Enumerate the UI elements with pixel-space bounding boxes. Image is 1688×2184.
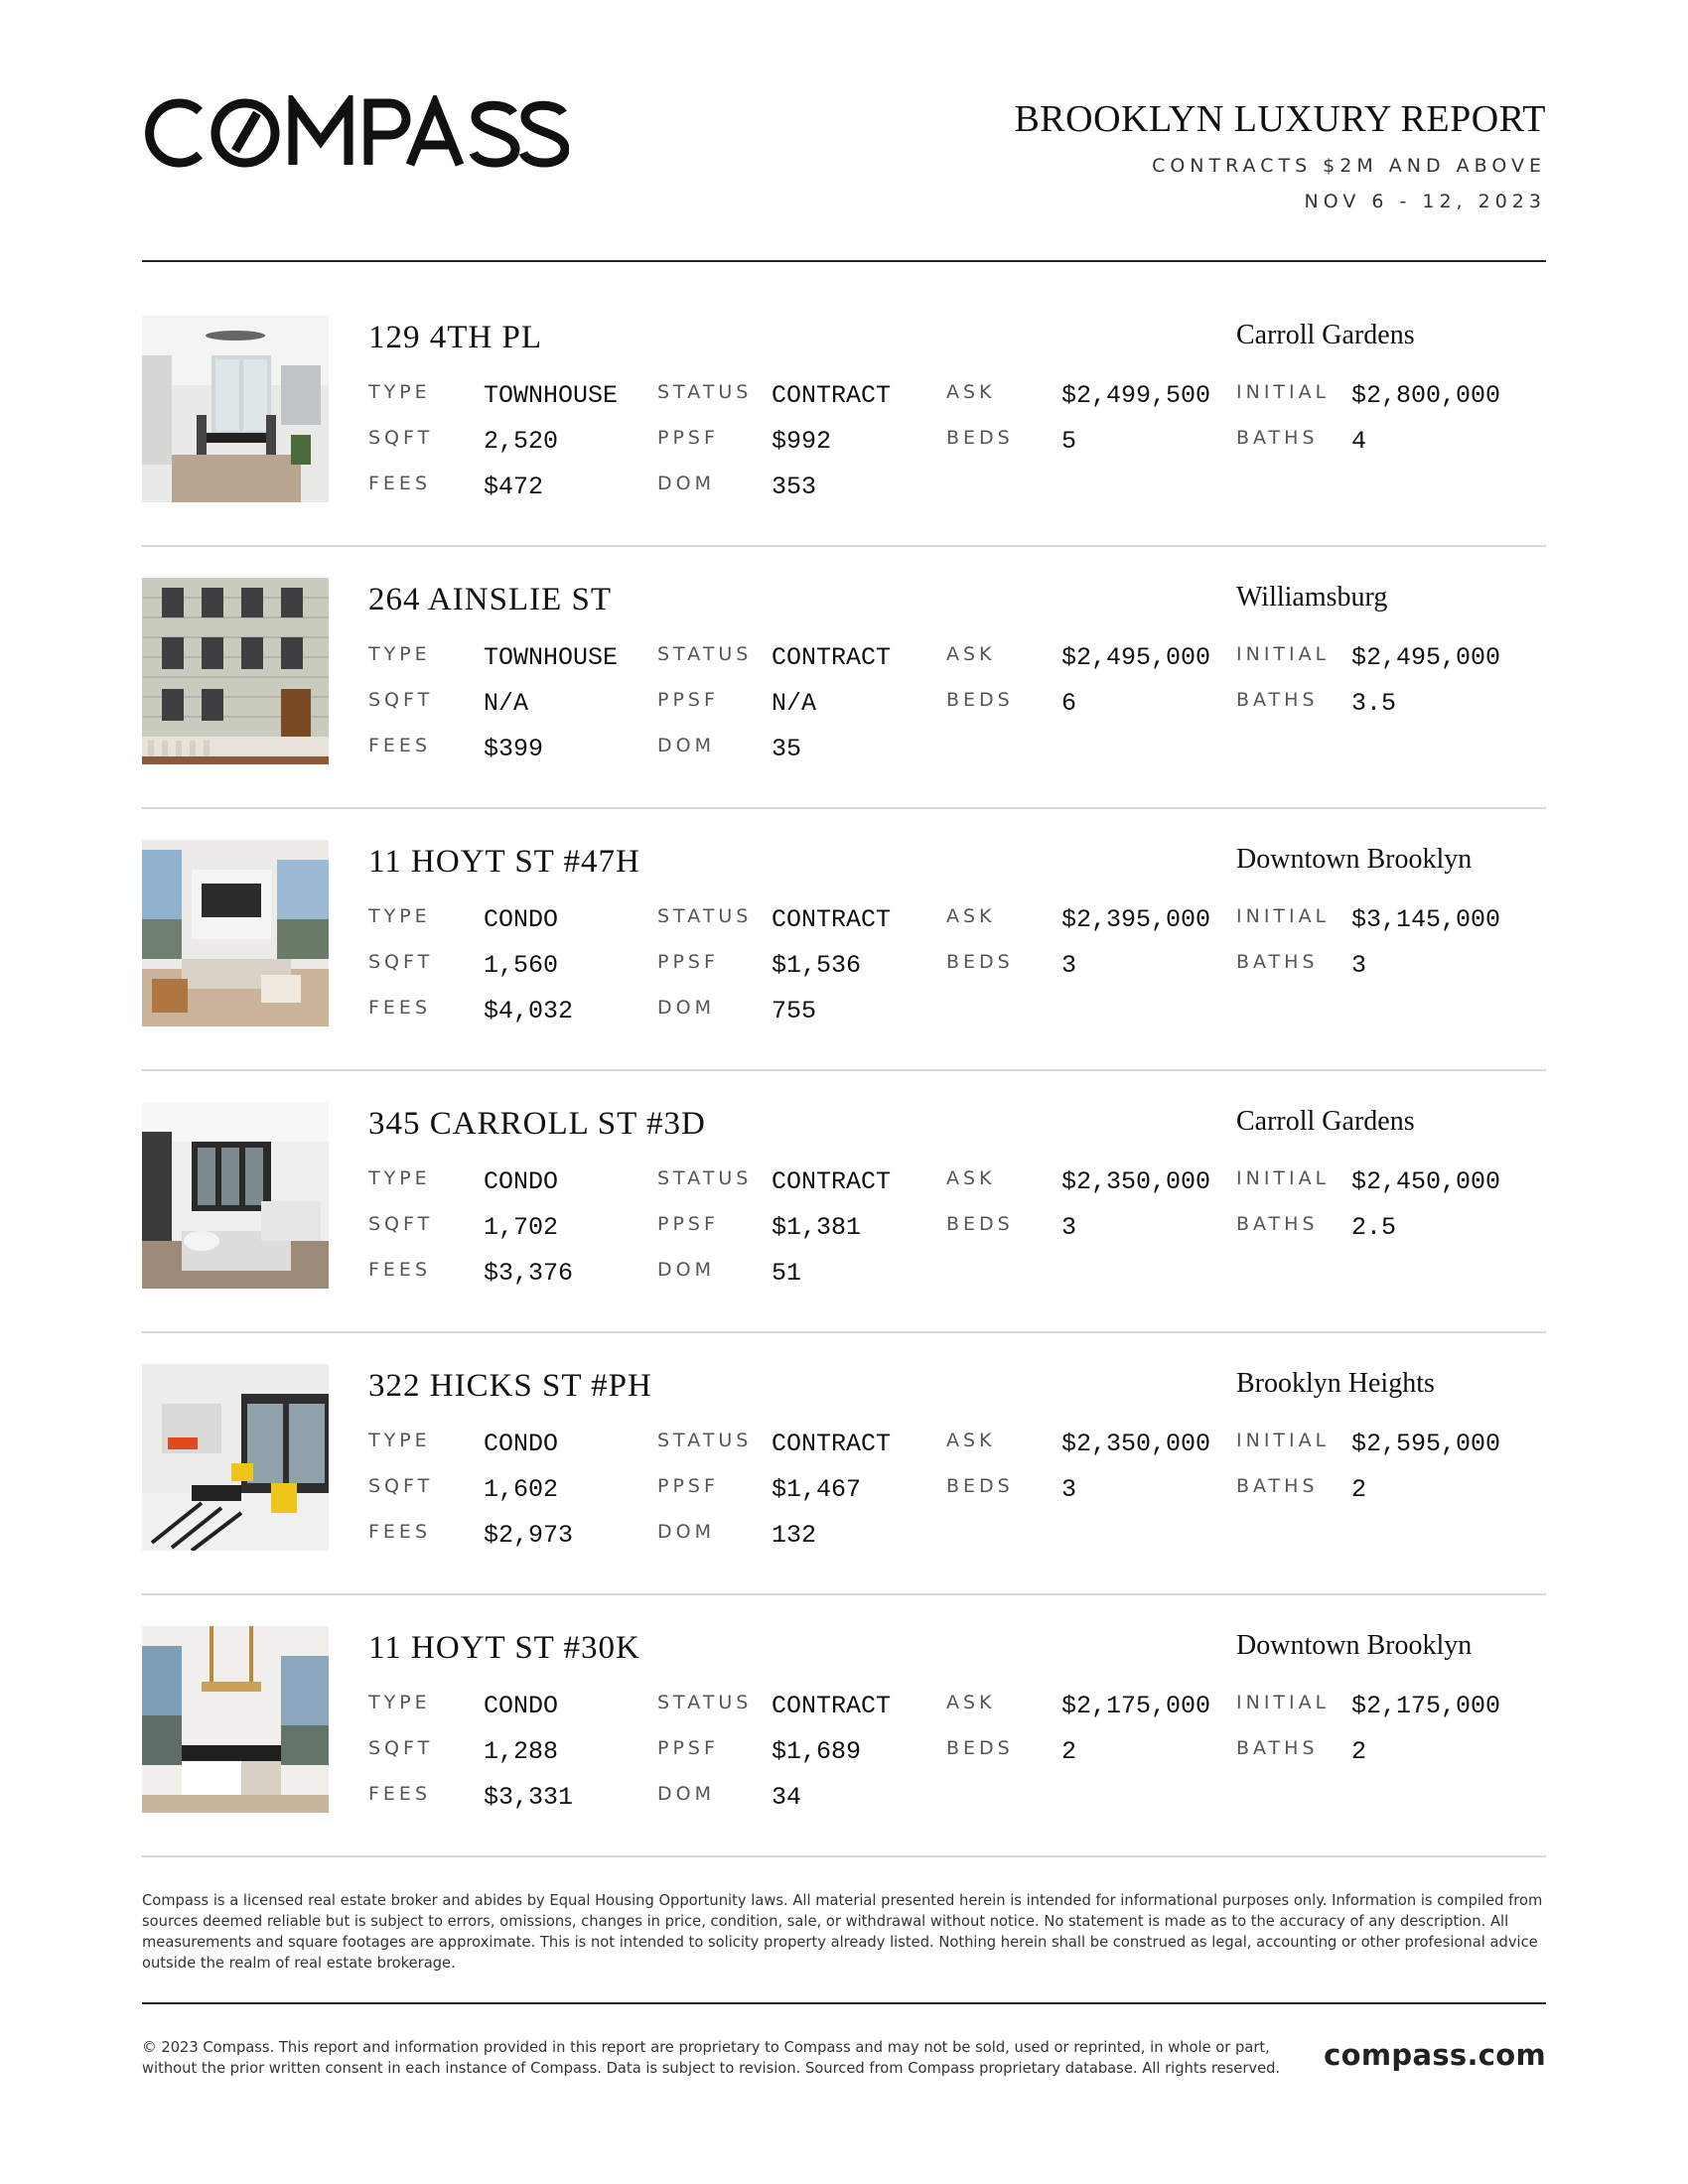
listing-address: 264 AINSLIE ST	[368, 582, 612, 617]
value-status: CONTRACT	[772, 1430, 892, 1458]
label-ask: ASK	[946, 643, 996, 665]
listing-photo-townhouse-facade	[142, 578, 329, 764]
value-initial: $2,495,000	[1351, 643, 1501, 672]
label-ask: ASK	[946, 1167, 996, 1189]
value-dom: 35	[772, 735, 802, 763]
label-type: TYPE	[368, 905, 431, 927]
value-ask: $2,350,000	[1061, 1430, 1211, 1458]
label-status: STATUS	[657, 381, 753, 403]
value-sqft: N/A	[484, 689, 529, 718]
value-initial: $2,595,000	[1351, 1430, 1501, 1458]
value-ppsf: N/A	[772, 689, 817, 718]
value-beds: 2	[1061, 1737, 1077, 1766]
label-initial: INITIAL	[1236, 905, 1331, 927]
listing-photo-living-room-view	[142, 840, 329, 1026]
value-sqft: 1,560	[484, 951, 559, 980]
value-ask: $2,499,500	[1061, 381, 1211, 410]
listing-neighborhood: Downtown Brooklyn	[1236, 1630, 1473, 1661]
value-dom: 755	[772, 997, 817, 1025]
label-fees: FEES	[368, 1521, 431, 1543]
listing-row	[142, 840, 1546, 1028]
label-initial: INITIAL	[1236, 1167, 1331, 1189]
label-dom: DOM	[657, 1783, 715, 1805]
value-status: CONTRACT	[772, 381, 892, 410]
header-divider	[142, 260, 1546, 262]
copyright-notice: © 2023 Compass. This report and information provided in this report are proprietary to Compass and may not be sold, used or reprinted, in whole or part, without the prior written consent in each instance of Compass. Data is subject to revision. Sourced from Compass proprietary database. All rights reserved.	[142, 2039, 1281, 2077]
value-ppsf: $1,381	[772, 1213, 862, 1242]
label-ppsf: PPSF	[657, 1213, 719, 1235]
value-fees: $3,376	[484, 1259, 574, 1288]
label-status: STATUS	[657, 905, 753, 927]
label-beds: BEDS	[946, 427, 1014, 449]
value-type: CONDO	[484, 1430, 559, 1458]
label-beds: BEDS	[946, 951, 1014, 973]
label-ask: ASK	[946, 1430, 996, 1451]
listing-neighborhood: Carroll Gardens	[1236, 1106, 1415, 1137]
label-ppsf: PPSF	[657, 689, 719, 711]
label-dom: DOM	[657, 1259, 715, 1281]
label-sqft: SQFT	[368, 951, 434, 973]
value-baths: 4	[1351, 427, 1367, 456]
label-status: STATUS	[657, 1692, 753, 1713]
label-baths: BATHS	[1236, 689, 1319, 711]
value-initial: $2,800,000	[1351, 381, 1501, 410]
label-baths: BATHS	[1236, 951, 1319, 973]
label-initial: INITIAL	[1236, 381, 1331, 403]
row-divider	[142, 545, 1546, 547]
value-baths: 3	[1351, 951, 1367, 980]
value-beds: 3	[1061, 951, 1077, 980]
value-beds: 3	[1061, 1213, 1077, 1242]
label-beds: BEDS	[946, 1475, 1014, 1497]
row-divider	[142, 1593, 1546, 1595]
label-sqft: SQFT	[368, 1213, 434, 1235]
value-type: CONDO	[484, 1692, 559, 1720]
listing-address: 129 4TH PL	[368, 320, 542, 355]
value-sqft: 1,602	[484, 1475, 559, 1504]
value-fees: $3,331	[484, 1783, 574, 1812]
value-beds: 5	[1061, 427, 1077, 456]
label-beds: BEDS	[946, 689, 1014, 711]
listing-row	[142, 578, 1546, 766]
value-ppsf: $1,467	[772, 1475, 862, 1504]
value-status: CONTRACT	[772, 1692, 892, 1720]
footer-divider	[142, 2002, 1546, 2004]
row-divider	[142, 807, 1546, 809]
label-fees: FEES	[368, 473, 431, 494]
label-sqft: SQFT	[368, 1475, 434, 1497]
label-baths: BATHS	[1236, 1475, 1319, 1497]
label-ask: ASK	[946, 905, 996, 927]
listing-photo-kitchen-view	[142, 1626, 329, 1813]
value-baths: 2.5	[1351, 1213, 1397, 1242]
value-ask: $2,395,000	[1061, 905, 1211, 934]
website-link[interactable]: compass.com	[1324, 2038, 1546, 2072]
label-dom: DOM	[657, 735, 715, 756]
value-initial: $3,145,000	[1351, 905, 1501, 934]
value-status: CONTRACT	[772, 905, 892, 934]
listing-row	[142, 1102, 1546, 1291]
label-sqft: SQFT	[368, 689, 434, 711]
value-type: TOWNHOUSE	[484, 381, 619, 410]
label-dom: DOM	[657, 473, 715, 494]
value-dom: 132	[772, 1521, 817, 1550]
value-initial: $2,450,000	[1351, 1167, 1501, 1196]
value-initial: $2,175,000	[1351, 1692, 1501, 1720]
report-title: BROOKLYN LUXURY REPORT	[1014, 98, 1546, 140]
report-date-range: NOV 6 - 12, 2023	[1304, 191, 1546, 212]
label-ppsf: PPSF	[657, 1475, 719, 1497]
value-beds: 6	[1061, 689, 1077, 718]
label-fees: FEES	[368, 735, 431, 756]
row-divider	[142, 1855, 1546, 1857]
value-ppsf: $1,689	[772, 1737, 862, 1766]
label-baths: BATHS	[1236, 427, 1319, 449]
value-fees: $4,032	[484, 997, 574, 1025]
compass-logo	[142, 95, 569, 171]
value-ppsf: $992	[772, 427, 832, 456]
label-fees: FEES	[368, 1783, 431, 1805]
label-sqft: SQFT	[368, 427, 434, 449]
label-dom: DOM	[657, 997, 715, 1019]
listing-address: 11 HOYT ST #30K	[368, 1630, 640, 1666]
label-fees: FEES	[368, 1259, 431, 1281]
legal-disclaimer: Compass is a licensed real estate broker and abides by Equal Housing Opportunity laws. All material presented herein is intended for informational purposes only. Information is compiled from sources deemed reliable but is subject to errors, omissions, changes in price, condition, sale, or withdrawal without notice. No statement is made as to the accuracy of any description. All measurements and square footages are approximate. This is not intended to solicity property already listed. Nothing herein shall be construed as legal, accounting or other profesional advice outside the realm of real estate brokerage.	[142, 1892, 1543, 1972]
label-ppsf: PPSF	[657, 427, 719, 449]
listing-address: 345 CARROLL ST #3D	[368, 1106, 706, 1142]
row-divider	[142, 1331, 1546, 1333]
row-divider	[142, 1069, 1546, 1071]
value-type: TOWNHOUSE	[484, 643, 619, 672]
label-dom: DOM	[657, 1521, 715, 1543]
label-beds: BEDS	[946, 1737, 1014, 1759]
listing-neighborhood: Downtown Brooklyn	[1236, 844, 1473, 875]
listing-row	[142, 1626, 1546, 1815]
listing-photo-penthouse-living	[142, 1364, 329, 1551]
label-status: STATUS	[657, 1167, 753, 1189]
value-type: CONDO	[484, 1167, 559, 1196]
value-sqft: 1,288	[484, 1737, 559, 1766]
value-fees: $472	[484, 473, 544, 501]
value-dom: 353	[772, 473, 817, 501]
listing-photo-dining-room	[142, 316, 329, 502]
value-beds: 3	[1061, 1475, 1077, 1504]
value-status: CONTRACT	[772, 1167, 892, 1196]
label-type: TYPE	[368, 1167, 431, 1189]
value-ppsf: $1,536	[772, 951, 862, 980]
value-ask: $2,495,000	[1061, 643, 1211, 672]
value-sqft: 1,702	[484, 1213, 559, 1242]
value-ask: $2,175,000	[1061, 1692, 1211, 1720]
value-sqft: 2,520	[484, 427, 559, 456]
label-type: TYPE	[368, 643, 431, 665]
label-initial: INITIAL	[1236, 1430, 1331, 1451]
listing-address: 322 HICKS ST #PH	[368, 1368, 652, 1404]
listing-photo-living-room	[142, 1102, 329, 1289]
label-ask: ASK	[946, 1692, 996, 1713]
label-initial: INITIAL	[1236, 643, 1331, 665]
report-subtitle: CONTRACTS $2M AND ABOVE	[1152, 155, 1546, 177]
label-status: STATUS	[657, 1430, 753, 1451]
value-ask: $2,350,000	[1061, 1167, 1211, 1196]
label-ask: ASK	[946, 381, 996, 403]
label-beds: BEDS	[946, 1213, 1014, 1235]
label-baths: BATHS	[1236, 1737, 1319, 1759]
label-ppsf: PPSF	[657, 1737, 719, 1759]
label-status: STATUS	[657, 643, 753, 665]
value-fees: $399	[484, 735, 544, 763]
listing-address: 11 HOYT ST #47H	[368, 844, 640, 880]
label-type: TYPE	[368, 1692, 431, 1713]
listing-neighborhood: Brooklyn Heights	[1236, 1368, 1435, 1399]
value-dom: 34	[772, 1783, 802, 1812]
value-baths: 2	[1351, 1475, 1367, 1504]
listing-row	[142, 316, 1546, 504]
value-fees: $2,973	[484, 1521, 574, 1550]
value-type: CONDO	[484, 905, 559, 934]
listing-neighborhood: Williamsburg	[1236, 582, 1388, 613]
listing-row	[142, 1364, 1546, 1553]
label-initial: INITIAL	[1236, 1692, 1331, 1713]
label-type: TYPE	[368, 381, 431, 403]
label-type: TYPE	[368, 1430, 431, 1451]
label-ppsf: PPSF	[657, 951, 719, 973]
value-dom: 51	[772, 1259, 802, 1288]
value-baths: 3.5	[1351, 689, 1397, 718]
label-sqft: SQFT	[368, 1737, 434, 1759]
label-fees: FEES	[368, 997, 431, 1019]
value-baths: 2	[1351, 1737, 1367, 1766]
value-status: CONTRACT	[772, 643, 892, 672]
label-baths: BATHS	[1236, 1213, 1319, 1235]
listing-neighborhood: Carroll Gardens	[1236, 320, 1415, 350]
